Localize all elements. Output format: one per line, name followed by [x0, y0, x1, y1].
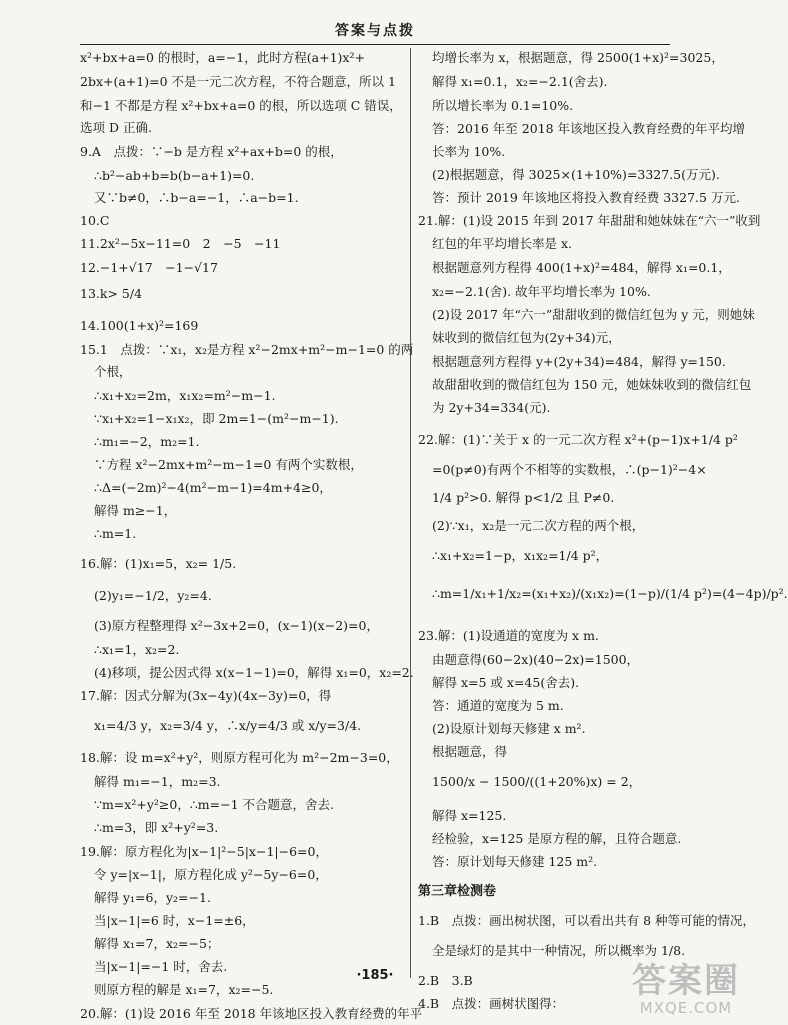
page-number: ·185·: [356, 968, 394, 983]
right-text-line: 红包的年平均增长率是 x.: [432, 236, 572, 251]
left-text-line: ∴b²−ab+b=b(b−a+1)=0.: [94, 168, 255, 183]
header-title: 答案与点拨: [335, 23, 415, 39]
right-text-line: 根据题意，得: [432, 744, 508, 759]
right-text-line: 解得 x₁=0.1，x₂=−2.1(舍去).: [432, 74, 608, 89]
right-text-line: =0(p≠0)有两个不相等的实数根，∴(p−1)²−4×: [432, 462, 707, 477]
right-text-line: 1.B 点拨：画出树状图，可以看出共有 8 种等可能的情况，: [418, 913, 756, 928]
right-text-line: 所以增长率为 0.1=10%.: [432, 98, 574, 113]
left-text-line: ∴m=3，即 x²+y²=3.: [94, 820, 219, 835]
right-text-line: x₂=−2.1(舍). 故年平均增长率为 10%.: [432, 284, 651, 299]
left-text-line: 解得 y₁=6，y₂=−1.: [94, 890, 211, 905]
left-text-line: 19.解：原方程化为|x−1|²−5|x−1|−6=0，: [80, 844, 328, 859]
right-text-line: 根据题意列方程得 400(1+x)²=484，解得 x₁=0.1，: [432, 260, 731, 275]
left-text-line: 16.解：(1)x₁=5，x₂= 1/5.: [80, 556, 237, 571]
right-text-line: 长率为 10%.: [432, 144, 506, 159]
right-text-line: 第三章检测卷: [418, 884, 497, 899]
left-text-line: (4)移项，提公因式得 x(x−1−1)=0，解得 x₁=0，x₂=2.: [94, 665, 414, 680]
right-text-line: ∴m=1/x₁+1/x₂=(x₁+x₂)/(x₁x₂)=(1−p)/(1/4 p²)=(4−4p)/p².: [432, 586, 788, 601]
right-text-line: (2)根据题意，得 3025×(1+10%)=3327.5(万元).: [432, 167, 720, 182]
right-text-line: ∴x₁+x₂=1−p，x₁x₂=1/4 p²，: [432, 548, 609, 563]
right-text-line: 22.解：(1)∵关于 x 的一元二次方程 x²+(p−1)x+1/4 p²: [418, 432, 738, 447]
right-text-line: 1500/x − 1500/((1+20%)x) = 2，: [432, 774, 642, 789]
left-text-line: 18.解：设 m=x²+y²，则原方程可化为 m²−2m−3=0，: [80, 750, 399, 765]
right-text-line: 答：2016 年至 2018 年该地区投入教育经费的年平均增: [432, 121, 746, 136]
left-text-line: 令 y=|x−1|，原方程化成 y²−5y−6=0，: [94, 867, 328, 882]
right-text-line: 经检验，x=125 是原方程的解，且符合题意.: [432, 831, 682, 846]
left-text-line: 又∵b≠0，∴b−a=−1，∴a−b=1.: [94, 190, 299, 205]
left-text-line: (3)原方程整理得 x²−3x+2=0，(x−1)(x−2)=0，: [94, 618, 379, 633]
right-text-line: 答：原计划每天修建 125 m².: [432, 854, 598, 869]
left-text-line: 11.2x²−5x−11=0 2 −5 −11: [80, 236, 281, 251]
left-text-line: ∵方程 x²−2mx+m²−m−1=0 有两个实数根，: [94, 457, 363, 472]
left-text-line: 14.100(1+x)²=169: [80, 318, 199, 333]
right-text-line: 根据题意列方程得 y+(2y+34)=484，解得 y=150.: [432, 354, 726, 369]
left-text-line: 15.1 点拨：∵x₁，x₂是方程 x²−2mx+m²−m−1=0 的两: [80, 342, 414, 357]
left-text-line: ∵x₁+x₂=1−x₁x₂，即 2m=1−(m²−m−1).: [94, 411, 339, 426]
right-text-line: (2)设原计划每天修建 x m².: [432, 721, 586, 736]
right-text-line: 由题意得(60−2x)(40−2x)=1500，: [432, 652, 640, 667]
right-text-line: 解得 x=5 或 x=45(舍去).: [432, 675, 580, 690]
left-text-line: 13.k> 5/4: [80, 286, 143, 301]
right-text-line: (2)∵x₁，x₂是一元二次方程的两个根，: [432, 518, 645, 533]
left-text-line: 17.解：因式分解为(3x−4y)(4x−3y)=0，得: [80, 688, 332, 703]
right-text-line: 解得 x=125.: [432, 808, 507, 823]
right-text-line: (2)设 2017 年“六一”甜甜收到的微信红包为 y 元，则她妹: [432, 307, 755, 322]
left-text-line: x²+bx+a=0 的根时，a=−1，此时方程(a+1)x²+: [80, 50, 365, 65]
right-text-line: 21.解：(1)设 2015 年到 2017 年甜甜和她妹妹在“六一”收到: [418, 213, 761, 228]
watermark-sub: MXQE.COM: [639, 999, 733, 1017]
left-text-line: x₁=4/3 y，x₂=3/4 y，∴x/y=4/3 或 x/y=3/4.: [94, 718, 362, 733]
left-text-line: 当|x−1|=6 时，x−1=±6，: [94, 913, 255, 928]
left-text-line: 当|x−1|=−1 时，舍去.: [94, 959, 228, 974]
left-text-line: 和−1 不都是方程 x²+bx+a=0 的根，所以选项 C 错误，: [80, 98, 402, 113]
left-text-line: ∴x₁=1，x₂=2.: [94, 642, 180, 657]
left-text-line: 选项 D 正确.: [80, 120, 152, 135]
right-text-line: 妹收到的微信红包为(2y+34)元，: [432, 330, 621, 345]
right-text-line: 为 2y+34=334(元).: [432, 400, 551, 415]
left-text-line: 解得 m₁=−1，m₂=3.: [94, 774, 221, 789]
left-text-line: 20.解：(1)设 2016 年至 2018 年该地区投入教育经费的年平: [80, 1006, 423, 1021]
left-text-line: ∴m=1.: [94, 526, 137, 541]
right-text-line: 4.B 点拨：画树状图得：: [418, 996, 565, 1011]
left-text-line: 则原方程的解是 x₁=7，x₂=−5.: [94, 982, 274, 997]
page-header: [80, 18, 670, 45]
right-text-line: 2.B 3.B: [418, 973, 473, 988]
right-text-line: 1/4 p²>0. 解得 p<1/2 且 P≠0.: [432, 490, 615, 505]
watermark-logo: [632, 963, 740, 1017]
left-text-line: ∴m₁=−2，m₂=1.: [94, 434, 200, 449]
left-text-line: 12.−1+√17 −1−√17: [80, 260, 218, 275]
right-text-line: 答：预计 2019 年该地区将投入教育经费 3327.5 万元.: [432, 190, 740, 205]
left-text-line: 个根，: [94, 364, 132, 379]
left-text-line: (2)y₁=−1/2，y₂=4.: [94, 588, 212, 603]
watermark-main: 答案圈: [632, 961, 740, 1001]
left-text-line: ∵m=x²+y²≥0，∴m=−1 不合题意，舍去.: [94, 797, 334, 812]
right-text-line: 全是绿灯的是其中一种情况，所以概率为 1/8.: [432, 943, 686, 958]
left-text-line: 9.A 点拨：∵−b 是方程 x²+ax+b=0 的根，: [80, 144, 343, 159]
right-text-line: 答：通道的宽度为 5 m.: [432, 698, 564, 713]
left-column: [80, 48, 423, 1021]
left-text-line: ∴x₁+x₂=2m，x₁x₂=m²−m−1.: [94, 388, 276, 403]
left-text-line: ∴Δ=(−2m)²−4(m²−m−1)=4m+4≥0，: [94, 480, 332, 495]
left-text-line: 解得 m≥−1，: [94, 503, 177, 518]
right-text-line: 故甜甜收到的微信红包为 150 元，她妹妹收到的微信红包: [432, 377, 752, 392]
right-text-line: 均增长率为 x，根据题意，得 2500(1+x)²=3025，: [432, 50, 724, 65]
left-text-line: 解得 x₁=7，x₂=−5；: [94, 936, 220, 951]
left-text-line: 2bx+(a+1)=0 不是一元二次方程，不符合题意，所以 1: [80, 74, 396, 89]
right-text-line: 23.解：(1)设通道的宽度为 x m.: [418, 628, 599, 643]
left-text-line: 10.C: [80, 213, 110, 228]
